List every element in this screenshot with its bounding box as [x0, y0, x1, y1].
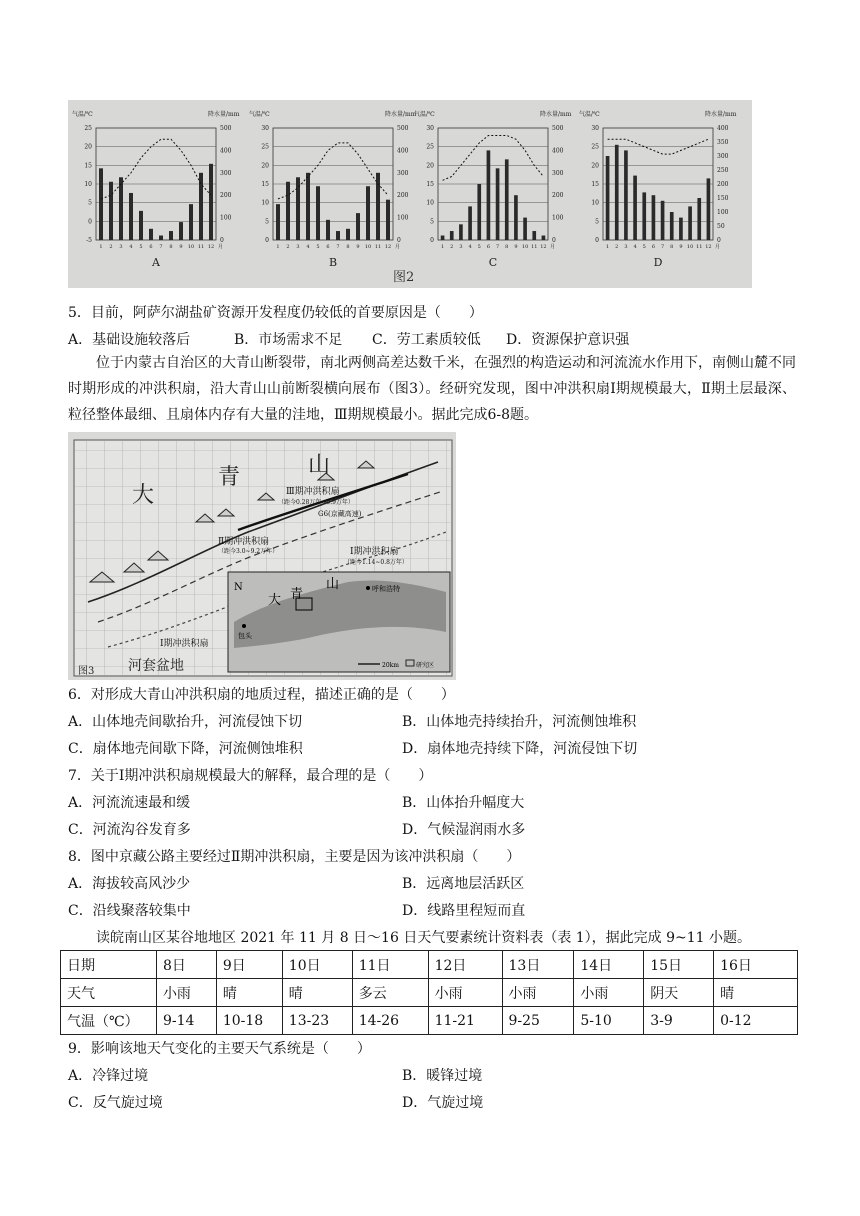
q5-stem: 5．目前，阿萨尔湖盐矿资源开发程度仍较低的首要原因是（ ） [68, 305, 483, 321]
inset-city-hohhot: 呼和浩特 [372, 585, 400, 593]
chart-month-tick: 2 [286, 244, 290, 250]
precipitation-bar [109, 182, 113, 240]
chart-month-tick: 5 [477, 244, 481, 250]
precipitation-bar [149, 229, 153, 240]
figure2-label: 图2 [393, 270, 415, 285]
chart-month-tick: 1 [99, 244, 103, 250]
weather-table-header-cell: 天气 [61, 979, 157, 1007]
chart-right-tick: 300 [552, 169, 564, 177]
weather-table-cell: 晴 [216, 979, 282, 1007]
q8-option-a[interactable]: A．海拔较高风沙少 [68, 876, 191, 892]
weather-table-cell: 9日 [216, 951, 282, 979]
chart-panel-label: B [328, 256, 338, 269]
alluvial-fan-map-svg [68, 432, 456, 680]
weather-table-cell: 10-18 [216, 1007, 282, 1035]
precipitation-bar [487, 150, 491, 240]
chart-month-tick: 6 [149, 244, 153, 250]
inset-da: 大 [268, 593, 282, 608]
fan3-age: （距今0.28万年~0.9万年） [278, 499, 354, 506]
chart-right-tick: 0 [220, 237, 224, 244]
precipitation-bar [286, 182, 290, 240]
precipitation-bar [697, 198, 701, 240]
chart-right-axis-title: 降水量/mm [385, 111, 417, 118]
chart-month-tick: 7 [660, 244, 665, 250]
chart-left-tick: 20 [591, 162, 599, 170]
chart-right-tick: 500 [220, 125, 232, 132]
inset-qing: 青 [290, 587, 304, 602]
chart-right-tick: 400 [717, 125, 729, 132]
q7-option-d[interactable]: D．气候湿润雨水多 [402, 822, 526, 838]
chart-month-tick: 7 [336, 244, 340, 250]
chart-left-tick: 25 [84, 125, 92, 132]
basin-label: 河套盆地 [128, 658, 184, 674]
chart-left-axis-title: 气温/℃ [414, 111, 435, 118]
precipitation-bar [346, 229, 350, 240]
weather-table-cell: 13日 [502, 951, 574, 979]
chart-month-tick: 12 [540, 244, 547, 250]
chart-month-tick: 7 [159, 244, 163, 250]
temperature-line [278, 143, 388, 199]
fan1-label: Ⅰ期冲洪积扇 [350, 547, 399, 557]
figure3-label: 图3 [78, 666, 95, 677]
chart-left-axis-title: 气温/℃ [579, 111, 600, 118]
weather-table-cell: 15日 [644, 951, 714, 979]
precipitation-bar [679, 218, 683, 240]
weather-table-row [61, 979, 798, 1007]
q6-stem: 6．对形成大青山冲洪积扇的地质过程，描述正确的是（ ） [68, 687, 455, 703]
q9-option-b[interactable]: B．暖锋过境 [402, 1068, 483, 1084]
alluvial-fan-map [68, 432, 456, 680]
chart-left-tick: 10 [591, 199, 599, 207]
precipitation-bar [316, 186, 320, 240]
chart-month-tick: 11 [531, 244, 538, 250]
chart-left-tick: 20 [84, 143, 92, 151]
weather-table-cell: 小雨 [502, 979, 574, 1007]
precipitation-bar [366, 186, 370, 240]
weather-table-cell: 阴天 [644, 979, 714, 1007]
chart-panel-label: A [152, 256, 160, 269]
chart-right-tick: 50 [717, 223, 725, 230]
chart-month-tick: 5 [316, 244, 320, 250]
q8-option-c[interactable]: C．沿线聚落较集中 [68, 903, 191, 919]
chart-month-tick: 12 [207, 244, 215, 250]
chart-right-tick: 100 [552, 214, 564, 222]
chart-month-tick: 6 [486, 244, 491, 250]
chart-month-unit: 月 [395, 244, 401, 250]
passage-6-8: 位于内蒙古自治区的大青山断裂带，南北两侧高差达数千米，在强烈的构造运动和河流流水作用下，南侧山麓不同时期形成的冲洪积扇，沿大青山山前断裂横向展布（图3）。经研究发现，图中冲洪积扇Ⅰ期规模最大，Ⅱ期土层最深、粒径整体最细、且扇体内存有大量的洼地，Ⅲ期规模最小。据此完成6-8题。 [68, 355, 796, 423]
precipitation-bar [326, 220, 330, 240]
chart-month-tick: 9 [514, 244, 518, 250]
chart-month-tick: 4 [633, 244, 637, 250]
chart-right-tick: 400 [220, 147, 232, 155]
precipitation-bar [356, 213, 360, 240]
chart-month-tick: 3 [296, 244, 300, 250]
chart-month-tick: 7 [495, 244, 500, 250]
weather-table-cell: 9-25 [502, 1007, 574, 1035]
fan3-label: Ⅲ期冲洪积扇 [286, 487, 340, 497]
q8-stem: 8．图中京藏公路主要经过Ⅱ期冲洪积扇，主要是因为该冲洪积扇（ ） [68, 849, 521, 865]
chart-month-tick: 3 [459, 244, 463, 250]
q6-option-c[interactable]: C．扇体地壳间歇下降，河流侧蚀堆积 [68, 741, 303, 757]
precipitation-bar [450, 231, 454, 240]
precipitation-bar [139, 211, 143, 240]
chart-month-tick: 12 [384, 244, 392, 250]
chart-month-tick: 11 [696, 244, 703, 250]
weather-table-cell: 多云 [352, 979, 428, 1007]
inset-legend: 研究区 [416, 662, 435, 669]
precipitation-bar [642, 192, 646, 240]
precipitation-bar [542, 236, 546, 240]
chart-right-tick: 500 [552, 125, 564, 132]
chart-month-tick: 2 [615, 244, 619, 250]
chart-left-tick: 20 [426, 162, 434, 170]
q6-option-d[interactable]: D．扇体地壳持续下降，河流侵蚀下切 [402, 741, 638, 757]
precipitation-bar [129, 193, 133, 240]
chart-month-tick: 1 [605, 244, 610, 250]
chart-right-tick: 100 [397, 214, 409, 222]
precipitation-bar [532, 231, 536, 240]
weather-table-cell: 小雨 [428, 979, 502, 1007]
q7-option-b[interactable]: B．山体抬升幅度大 [402, 795, 525, 811]
chart-left-tick: 30 [591, 125, 599, 132]
precipitation-bar [169, 231, 173, 240]
chart-month-tick: 11 [374, 244, 382, 250]
q7-option-c[interactable]: C．河流沟谷发育多 [68, 822, 191, 838]
chart-left-tick: 10 [84, 181, 92, 188]
fan1-age: （距今1.14~0.8万年） [344, 559, 408, 566]
chart-left-tick: 0 [265, 237, 269, 244]
chart-month-tick: 3 [624, 244, 628, 250]
chart-right-tick: 300 [717, 153, 729, 160]
weather-table-row [61, 951, 798, 979]
chart-left-tick: 5 [430, 218, 434, 226]
chart-month-tick: 9 [679, 244, 683, 250]
chart-left-tick: 30 [261, 125, 269, 132]
chart-left-tick: 10 [261, 199, 269, 207]
q5-option-a[interactable]: A．基础设施较落后 [68, 332, 191, 348]
precipitation-bar [209, 164, 213, 240]
precipitation-bar [615, 145, 619, 240]
q9-option-d[interactable]: D．气旋过境 [402, 1095, 484, 1111]
chart-month-tick: 5 [139, 244, 143, 250]
highway-label: G6(京藏高速) [318, 510, 362, 518]
chart-right-axis-title: 降水量/mm [208, 111, 240, 118]
weather-table-cell: 0-12 [714, 1007, 798, 1035]
precipitation-bar [386, 200, 390, 240]
fan1-bottom-label: Ⅰ期冲洪积扇 [160, 639, 209, 649]
precipitation-bar [459, 224, 463, 240]
chart-month-tick: 11 [197, 244, 205, 250]
inset-map [228, 572, 450, 672]
precipitation-bar [468, 206, 472, 240]
chart-month-tick: 6 [326, 244, 330, 250]
chart-month-tick: 1 [440, 244, 445, 250]
chart-month-unit: 月 [550, 244, 556, 250]
chart-month-tick: 8 [670, 244, 674, 250]
weather-table-header-cell: 日期 [61, 951, 157, 979]
precipitation-bar [624, 150, 628, 240]
chart-right-tick: 0 [717, 237, 721, 244]
precipitation-bar [606, 156, 610, 240]
chart-right-tick: 200 [552, 192, 564, 200]
chart-right-tick: 350 [717, 139, 729, 146]
precipitation-bar [670, 212, 674, 240]
chart-month-tick: 9 [179, 244, 183, 250]
precipitation-bar [189, 204, 193, 240]
weather-table-cell: 晴 [714, 979, 798, 1007]
chart-month-tick: 10 [187, 244, 195, 250]
chart-month-tick: 8 [346, 244, 350, 250]
chart-left-axis-title: 气温/℃ [72, 111, 93, 118]
map-label-qing: 青 [218, 465, 241, 490]
chart-month-unit: 月 [715, 244, 721, 250]
chart-month-tick: 2 [450, 244, 454, 250]
precipitation-bar [306, 173, 310, 240]
inset-shan: 山 [326, 577, 340, 592]
chart-left-tick: 15 [591, 181, 599, 188]
precipitation-bar [477, 184, 481, 240]
precipitation-bar [376, 173, 380, 240]
chart-month-tick: 4 [306, 244, 310, 250]
chart-left-tick: -5 [86, 237, 92, 244]
chart-left-tick: 5 [88, 199, 92, 207]
precipitation-bar [199, 173, 203, 240]
weather-table-cell: 小雨 [156, 979, 216, 1007]
temperature-line [101, 139, 211, 199]
chart-left-tick: 25 [426, 143, 434, 151]
chart-right-tick: 100 [717, 209, 729, 216]
q9-stem: 9．影响该地天气变化的主要天气系统是（ ） [68, 1041, 371, 1057]
inset-north: N [234, 582, 243, 593]
q6-option-b[interactable]: B．山体地壳持续抬升，河流侧蚀堆积 [402, 714, 637, 730]
chart-left-tick: 25 [591, 143, 599, 151]
chart-right-axis-title: 降水量/mm [540, 111, 572, 118]
weather-table-cell: 14日 [574, 951, 644, 979]
chart-right-tick: 300 [397, 169, 409, 177]
chart-right-axis-title: 降水量/mm [705, 111, 737, 118]
precipitation-bar [179, 222, 183, 240]
weather-table-row [61, 1007, 798, 1035]
chart-month-tick: 3 [119, 244, 123, 250]
precipitation-bar [688, 206, 692, 240]
chart-right-tick: 100 [220, 214, 232, 222]
chart-left-tick: 25 [261, 143, 269, 151]
chart-month-tick: 5 [642, 244, 646, 250]
weather-table-cell: 3-9 [644, 1007, 714, 1035]
chart-right-tick: 250 [717, 167, 729, 174]
chart-left-tick: 20 [261, 162, 269, 170]
chart-month-unit: 月 [218, 244, 224, 250]
q6-option-a[interactable]: A．山体地壳间歇抬升，河流侵蚀下切 [68, 714, 303, 730]
chart-right-tick: 0 [397, 237, 401, 244]
q9-option-a[interactable]: A．冷锋过境 [68, 1068, 149, 1084]
weather-table-cell: 10日 [282, 951, 352, 979]
precipitation-bar [505, 159, 509, 240]
chart-left-tick: 5 [595, 218, 599, 226]
chart-right-tick: 500 [397, 125, 409, 132]
fan2-label: Ⅱ期冲洪积扇 [218, 537, 270, 547]
precipitation-bar [652, 195, 656, 240]
chart-month-tick: 4 [468, 244, 472, 250]
precipitation-bar [276, 204, 280, 240]
climate-charts-svg [68, 100, 752, 288]
precipitation-bar [441, 236, 445, 240]
chart-month-tick: 1 [276, 244, 280, 250]
weather-table-header-cell: 气温（℃） [61, 1007, 157, 1035]
weather-table-cell: 16日 [714, 951, 798, 979]
chart-left-tick: 5 [265, 218, 269, 226]
chart-month-tick: 10 [364, 244, 372, 250]
precipitation-bar [661, 201, 665, 240]
q7-stem: 7．关于Ⅰ期冲洪积扇规模最大的解释，最合理的是（ ） [68, 768, 433, 784]
temperature-line [443, 136, 544, 181]
chart-panel-label: D [653, 256, 663, 269]
map-label-shan: 山 [308, 453, 331, 478]
weather-table-cell: 11日 [352, 951, 428, 979]
q8-option-b[interactable]: B．远离地层活跃区 [402, 876, 525, 892]
precipitation-bar [119, 177, 123, 240]
chart-month-tick: 9 [356, 244, 360, 250]
chart-month-tick: 12 [705, 244, 712, 250]
weather-table-cell: 11-21 [428, 1007, 502, 1035]
q5-option-b[interactable]: B．市场需求不足 [234, 332, 343, 348]
chart-right-tick: 200 [220, 192, 232, 200]
weather-table-cell: 小雨 [574, 979, 644, 1007]
weather-table-cell: 8日 [156, 951, 216, 979]
precipitation-bar [496, 168, 500, 240]
chart-right-tick: 200 [397, 192, 409, 200]
chart-left-tick: 10 [426, 199, 434, 207]
fan2-age: （距今3.0~9.2万年） [218, 548, 279, 555]
chart-month-tick: 4 [129, 244, 133, 250]
chart-month-tick: 8 [169, 244, 173, 250]
chart-month-tick: 2 [109, 244, 113, 250]
weather-table-cell: 13-23 [282, 1007, 352, 1035]
q8-option-d[interactable]: D．线路里程短而直 [402, 903, 526, 919]
q9-option-c[interactable]: C．反气旋过境 [68, 1095, 163, 1111]
precipitation-bar [159, 236, 163, 240]
chart-left-tick: 15 [426, 181, 434, 188]
inset-city-baotou: 包头 [238, 632, 252, 640]
chart-right-tick: 400 [397, 147, 409, 155]
weather-table-cell: 14-26 [352, 1007, 428, 1035]
weather-table-cell: 晴 [282, 979, 352, 1007]
chart-month-tick: 10 [686, 244, 694, 250]
weather-table-cell: 9-14 [156, 1007, 216, 1035]
q5-option-c[interactable]: C．劳工素质较低 [372, 332, 481, 348]
weather-table [60, 950, 798, 1035]
precipitation-bar [514, 195, 518, 240]
chart-panel-label: C [488, 256, 498, 269]
chart-month-tick: 10 [521, 244, 529, 250]
q7-option-a[interactable]: A．河流流速最和缓 [68, 795, 191, 811]
precipitation-bar [99, 168, 103, 240]
chart-left-tick: 0 [430, 237, 434, 244]
inset-scale: 20km [382, 662, 399, 669]
precipitation-bar [633, 176, 637, 240]
map-label-da: 大 [132, 483, 155, 508]
chart-right-tick: 150 [717, 195, 729, 202]
chart-right-tick: 0 [552, 237, 556, 244]
weather-table-cell: 5-10 [574, 1007, 644, 1035]
table-intro: 读皖南山区某谷地地区 2021 年 11 月 8 日～16 日天气要素统计资料表（表 1），据此完成 9~11 小题。 [96, 930, 752, 946]
chart-left-tick: 30 [426, 125, 434, 132]
weather-table-cell: 12日 [428, 951, 502, 979]
chart-left-tick: 15 [84, 162, 92, 170]
chart-left-tick: 0 [595, 237, 599, 244]
chart-left-axis-title: 气温/℃ [249, 111, 270, 118]
chart-right-tick: 400 [552, 147, 564, 155]
precipitation-bar [523, 218, 527, 240]
q5-option-d[interactable]: D．资源保护意识强 [506, 332, 630, 348]
chart-right-tick: 300 [220, 169, 232, 177]
chart-left-tick: 0 [88, 218, 92, 226]
chart-month-tick: 8 [505, 244, 509, 250]
chart-left-tick: 15 [261, 181, 269, 188]
precipitation-bar [336, 231, 340, 240]
precipitation-bar [707, 178, 711, 240]
chart-right-tick: 200 [717, 181, 729, 188]
climate-charts-figure [68, 100, 752, 288]
chart-month-tick: 6 [651, 244, 656, 250]
